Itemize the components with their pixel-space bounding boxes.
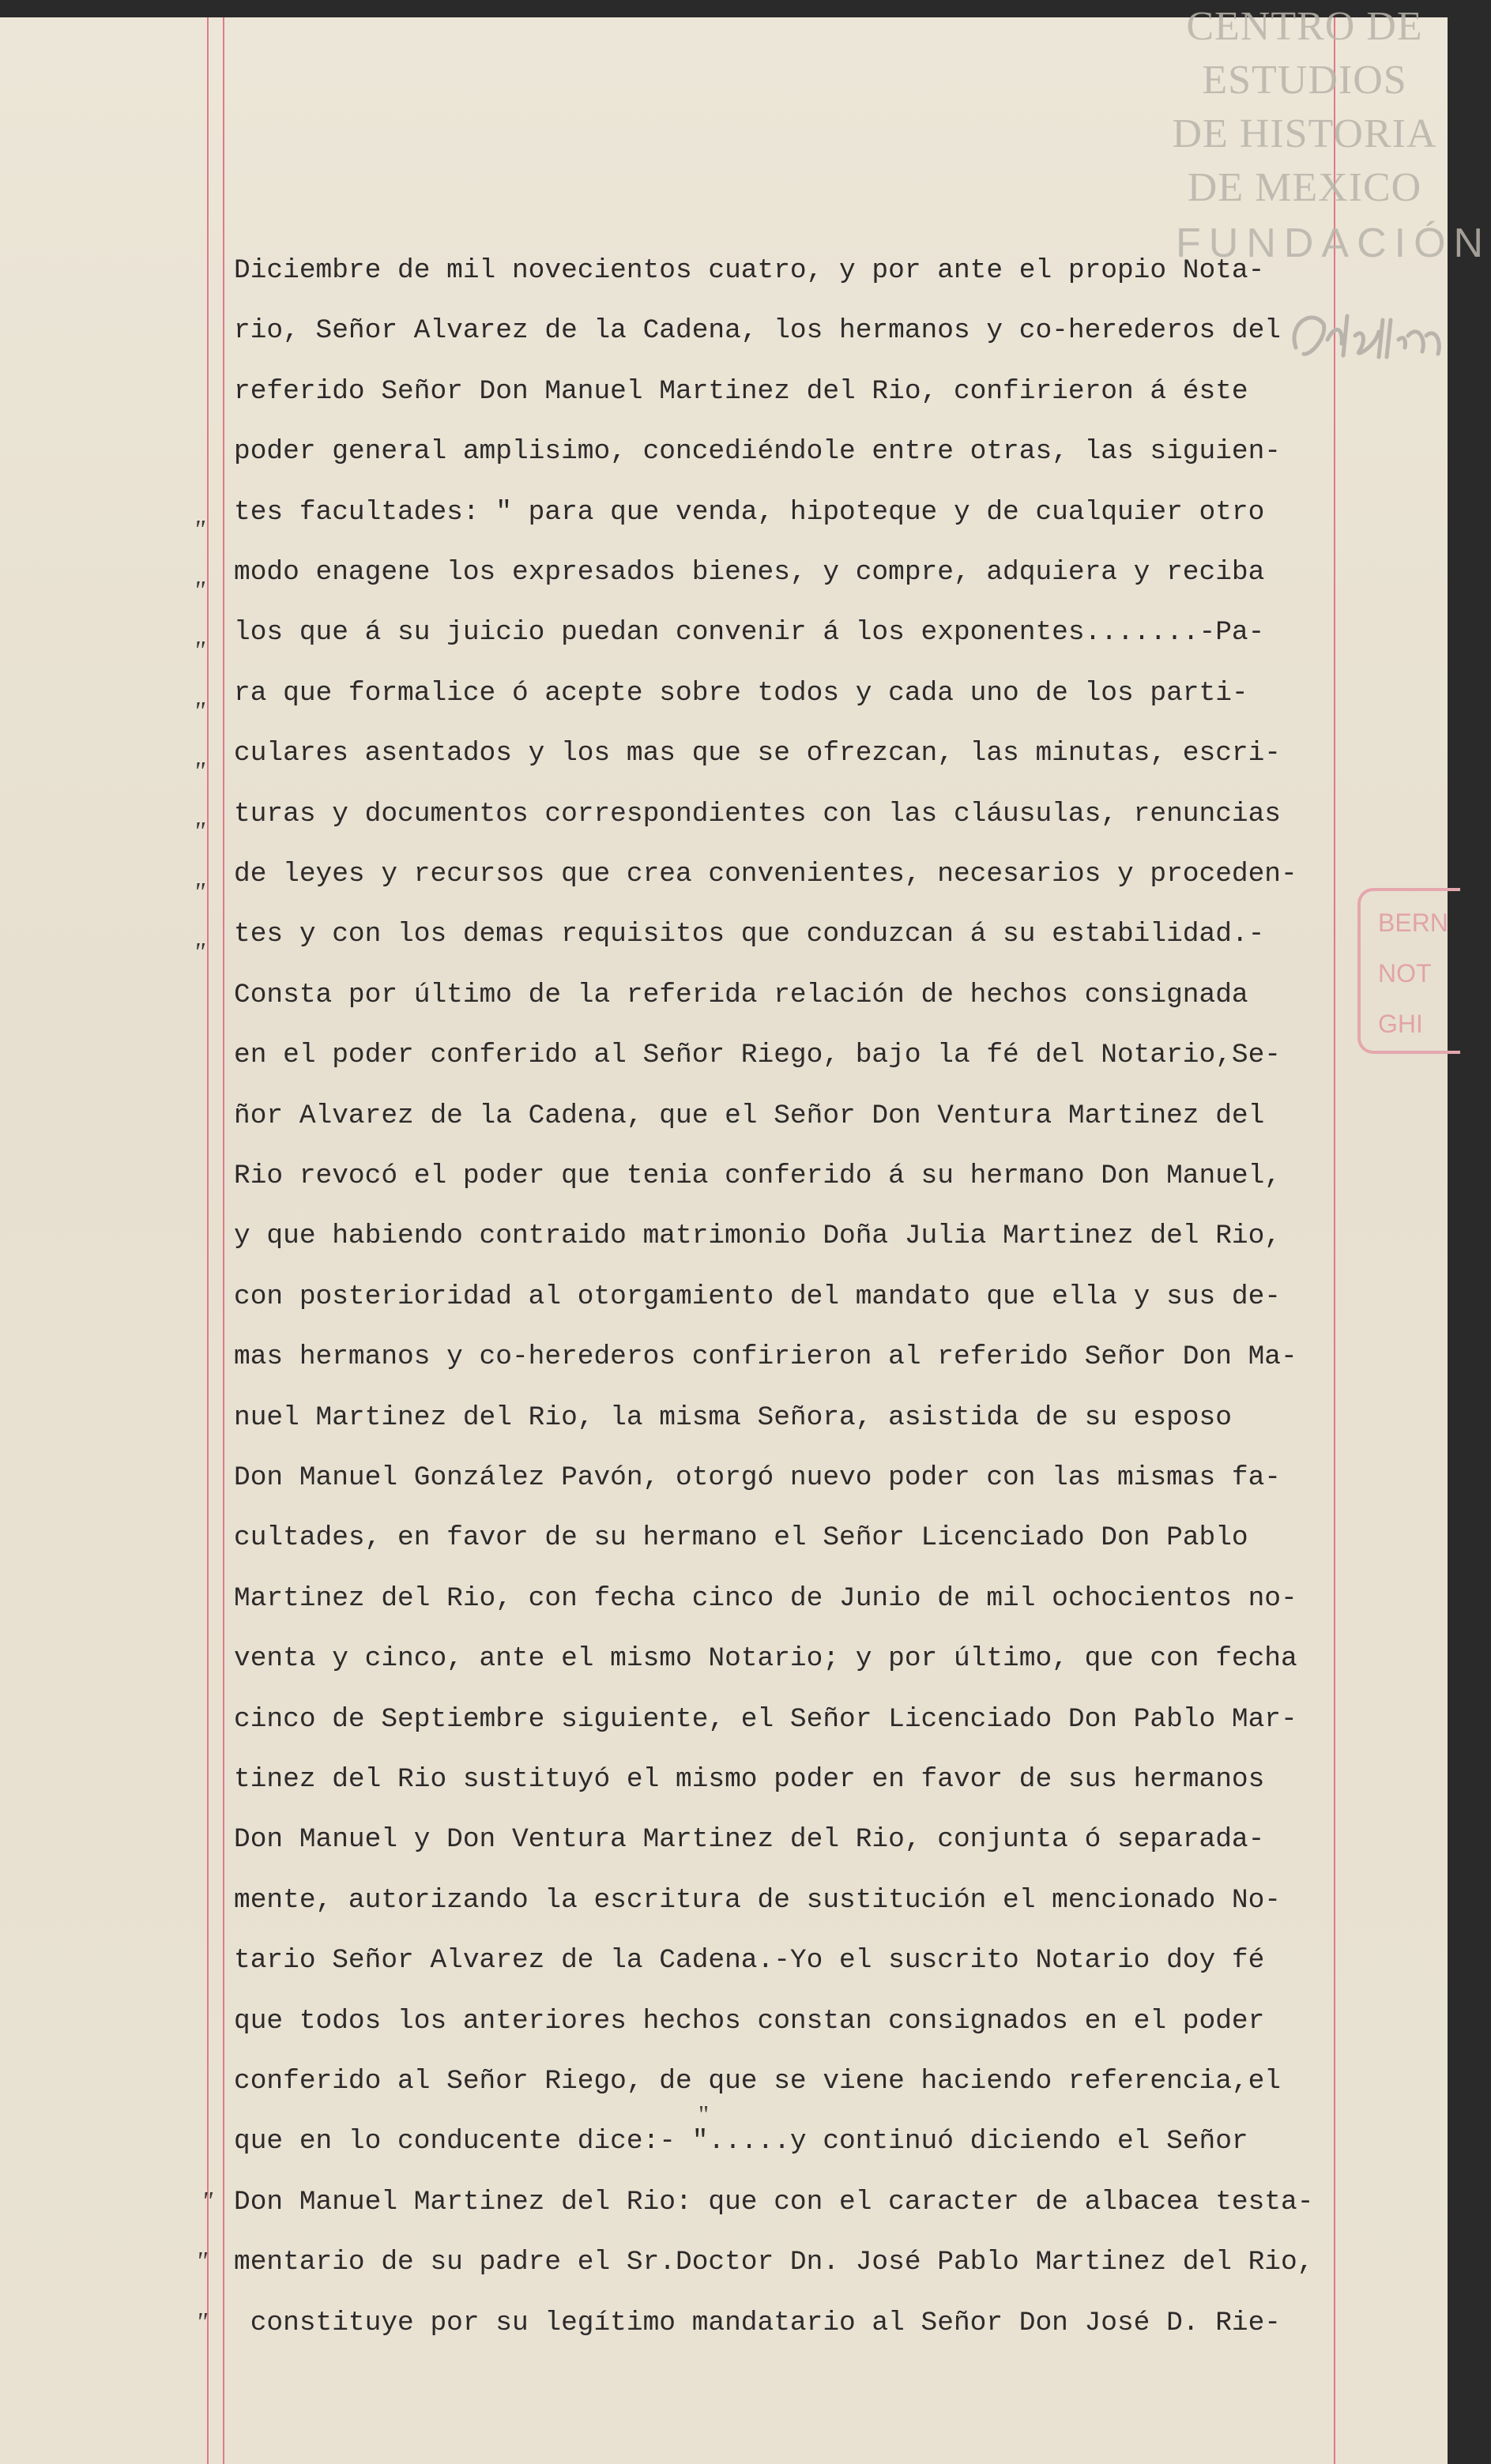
stamp-line-3: GHI xyxy=(1378,1010,1423,1038)
body-line: constituye por su legítimo mandatario al Señor Don José D. Rie- xyxy=(234,2307,1282,2338)
body-line: ñor Alvarez de la Cadena, que el Señor Don Ventura Martinez del xyxy=(234,1100,1265,1131)
body-line: conferido al Señor Riego, de que se viene haciendo referencia,el xyxy=(234,2066,1282,2097)
body-line: que todos los anteriores hechos constan consignados en el poder xyxy=(234,2005,1265,2037)
body-line: tario Señor Alvarez de la Cadena.-Yo el suscrito Notario doy fé xyxy=(234,1945,1265,1977)
body-line: Diciembre de mil novecientos cuatro, y por ante el propio Nota- xyxy=(234,255,1265,286)
stamp-line-1: BERN xyxy=(1378,908,1448,937)
ditto-mark: " xyxy=(193,576,205,605)
body-line: Don Manuel Martinez del Rio: que con el caracter de albacea testa- xyxy=(234,2186,1314,2218)
body-line: modo enagene los expresados bienes, y compre, adquiera y reciba xyxy=(234,557,1265,588)
body-line: Martinez del Rio, con fecha cinco de Junio de mil ochocientos no- xyxy=(234,1582,1297,1614)
body-line: con posterioridad al otorgamiento del mandato que ella y sus de- xyxy=(234,1281,1282,1312)
body-line: que en lo conducente dice:- ".....y continuó diciendo el Señor xyxy=(234,2126,1248,2157)
archive-watermark xyxy=(1162,0,1491,266)
body-line: cultades, en favor de su hermano el Señor Licenciado Don Pablo xyxy=(234,1522,1248,1554)
body-line: los que á su juicio puedan convenir á los exponentes.......-Pa- xyxy=(234,617,1265,649)
ditto-mark: " xyxy=(195,2308,208,2337)
body-line: y que habiendo contraido matrimonio Doña Julia Martinez del Rio, xyxy=(234,1221,1282,1252)
watermark-foundation: FUNDACIÓN xyxy=(1176,220,1491,266)
ditto-mark: " xyxy=(201,2187,213,2216)
body-line: nuel Martinez del Rio, la misma Señora, asistida de su esposo xyxy=(234,1401,1232,1433)
ditto-mark: " xyxy=(193,636,205,665)
body-line: rio, Señor Alvarez de la Cadena, los hermanos y co-herederos del xyxy=(234,315,1282,347)
ditto-mark: " xyxy=(193,515,205,544)
right-margin-line xyxy=(1334,17,1335,2464)
left-margin-line-outer xyxy=(207,17,209,2464)
body-line: Don Manuel y Don Ventura Martinez del Rio, conjunta ó separada- xyxy=(234,1824,1265,1856)
quote-mark: " xyxy=(698,2100,710,2128)
ditto-mark: " xyxy=(193,817,205,846)
body-line: venta y cinco, ante el mismo Notario; y por último, que con fecha xyxy=(234,1643,1297,1675)
body-line: mas hermanos y co-herederos confirieron al referido Señor Don Ma- xyxy=(234,1341,1297,1373)
body-line: mentario de su padre el Sr.Doctor Dn. José Pablo Martinez del Rio, xyxy=(234,2247,1314,2278)
ditto-mark: " xyxy=(193,878,205,907)
body-line: cinco de Septiembre siguiente, el Señor Licenciado Don Pablo Mar- xyxy=(234,1703,1297,1735)
body-line: culares asentados y los mas que se ofrezcan, las minutas, escri- xyxy=(234,738,1282,769)
watermark-line-3: DE HISTORIA xyxy=(1172,111,1437,156)
body-line: Don Manuel González Pavón, otorgó nuevo poder con las mismas fa- xyxy=(234,1462,1282,1493)
body-line: mente, autorizando la escritura de sustitución el mencionado No- xyxy=(234,1884,1282,1916)
ditto-mark: " xyxy=(193,697,205,726)
watermark-signature xyxy=(1280,292,1454,379)
body-line: tes facultades: " para que venda, hipoteque y de cualquier otro xyxy=(234,496,1265,528)
left-margin-line-inner xyxy=(223,17,224,2464)
watermark-line-1: CENTRO DE xyxy=(1186,4,1423,49)
body-line: poder general amplisimo, concediéndole entre otras, las siguien- xyxy=(234,436,1282,468)
body-line: referido Señor Don Manuel Martinez del Rio, confirieron á éste xyxy=(234,375,1248,407)
watermark-line-2: ESTUDIOS xyxy=(1202,58,1407,103)
body-line: de leyes y recursos que crea convenientes, necesarios y proceden- xyxy=(234,859,1297,890)
body-line: Consta por último de la referida relación de hechos consignada xyxy=(234,979,1248,1010)
body-line: tes y con los demas requisitos que conduzcan á su estabilidad.- xyxy=(234,919,1265,950)
body-line: Rio revocó el poder que tenia conferido á su hermano Don Manuel, xyxy=(234,1161,1282,1191)
body-line: turas y documentos correspondientes con las cláusulas, renuncias xyxy=(234,798,1282,829)
body-line: tinez del Rio sustituyó el mismo poder en favor de sus hermanos xyxy=(234,1764,1265,1795)
notary-stamp xyxy=(1357,888,1460,1054)
body-line: ra que formalice ó acepte sobre todos y cada uno de los parti- xyxy=(234,677,1248,709)
body-line: en el poder conferido al Señor Riego, bajo la fé del Notario,Se- xyxy=(234,1040,1282,1071)
watermark-line-4: DE MEXICO xyxy=(1187,165,1422,210)
stamp-line-2: NOT xyxy=(1378,959,1432,987)
ditto-mark: " xyxy=(193,757,205,786)
ditto-mark: " xyxy=(195,2247,208,2276)
ditto-mark: " xyxy=(193,938,205,967)
